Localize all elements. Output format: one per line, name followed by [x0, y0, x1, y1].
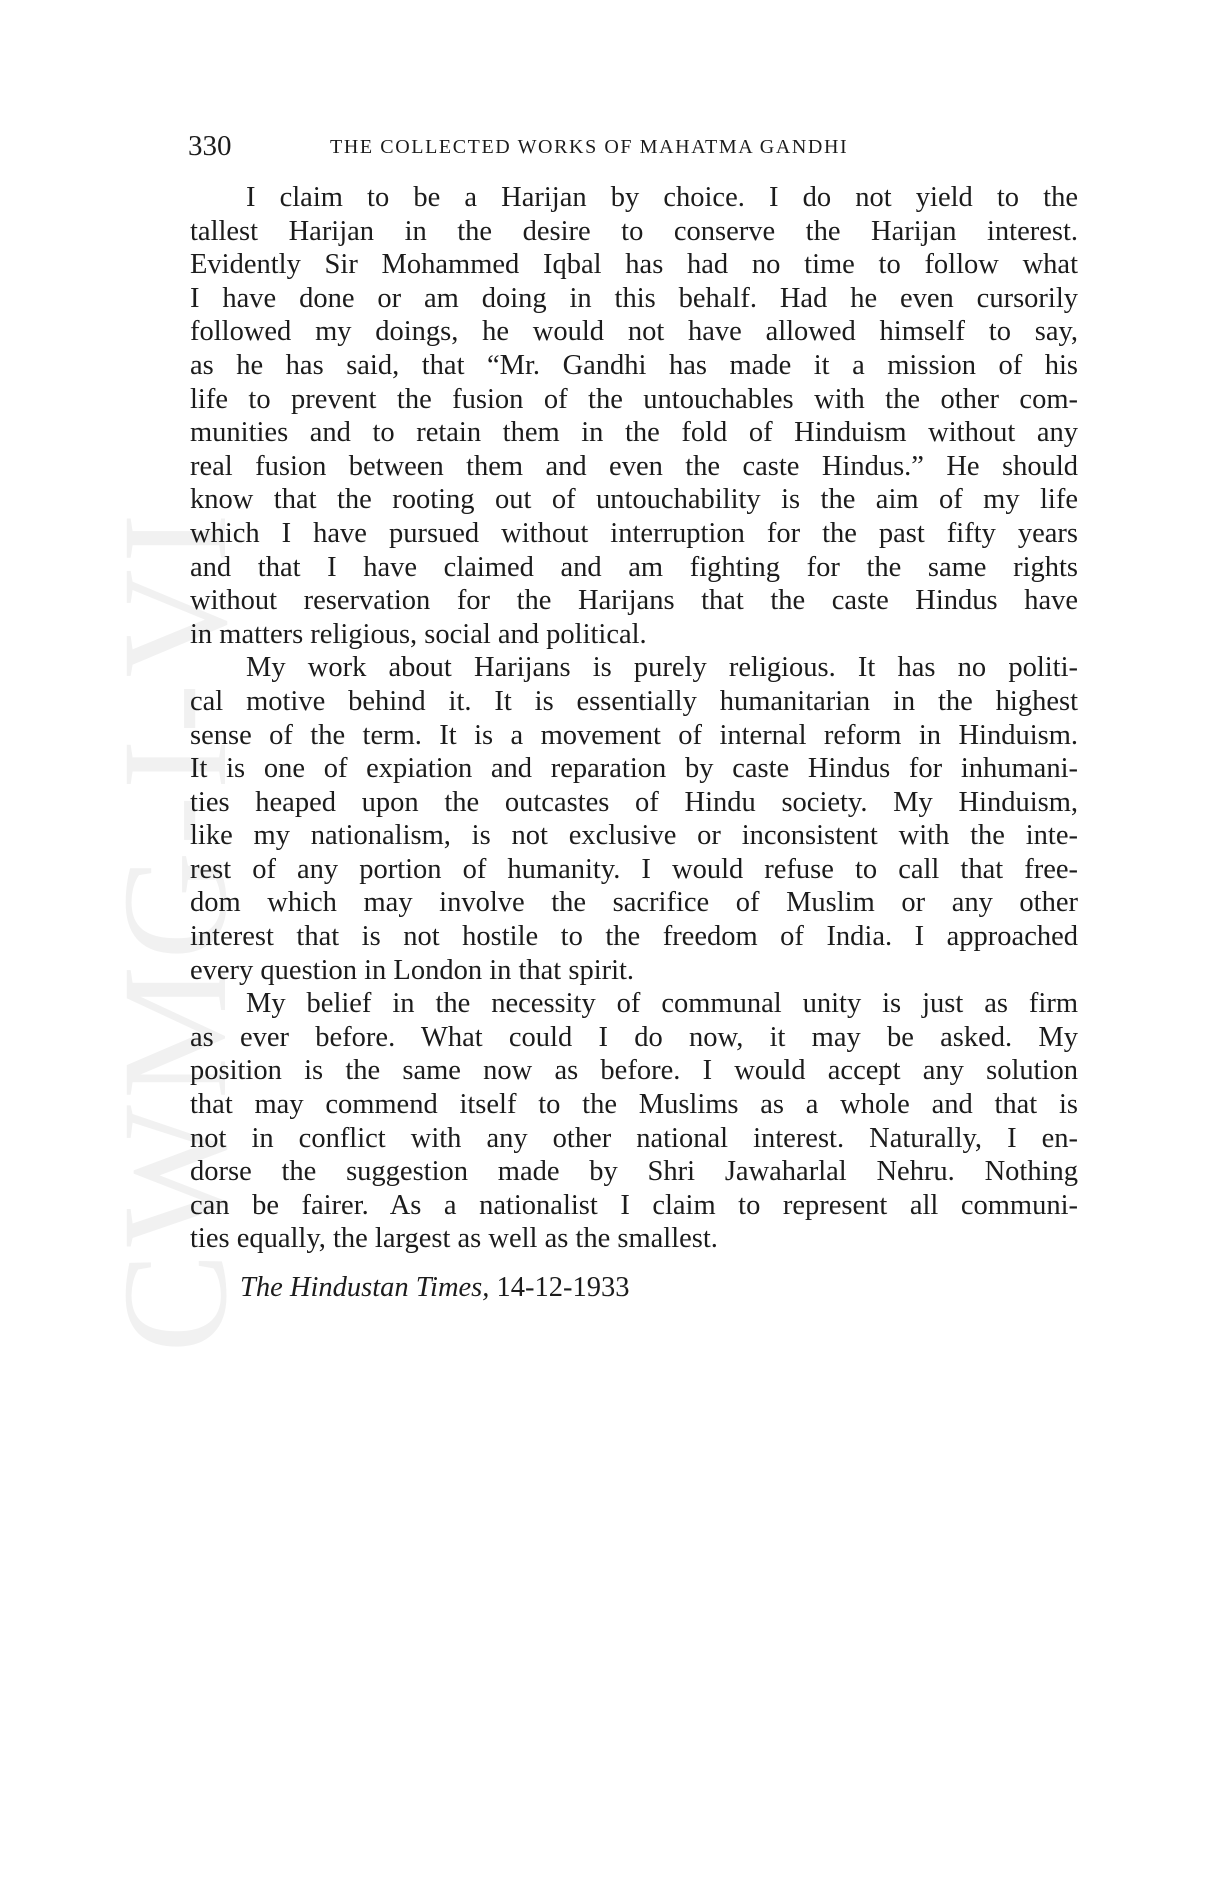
text-line: real fusion between them and even the caste Hindus.” He should	[190, 450, 1078, 482]
text-line: every question in London in that spirit.	[190, 954, 635, 986]
text-line: My belief in the necessity of communal unity is just as firm	[246, 988, 1078, 1020]
text-line: like my nationalism, is not exclusive or inconsistent with the inte-	[190, 820, 1078, 852]
text-line: in matters religious, social and political.	[190, 618, 647, 650]
text-line: tallest Harijan in the desire to conserve the Harijan interest.	[190, 215, 1078, 247]
text-line: not in conflict with any other national interest. Naturally, I en-	[190, 1122, 1078, 1154]
text-line: It is one of expiation and reparation by caste Hindus for inhumani-	[190, 753, 1078, 785]
text-line: I claim to be a Harijan by choice. I do not yield to the	[246, 182, 1078, 213]
text-line: life to prevent the fusion of the untouchables with the other com-	[190, 383, 1078, 415]
text-line: can be fairer. As a nationalist I claim to represent all communi-	[190, 1189, 1078, 1221]
text-line: dom which may involve the sacrifice of Muslim or any other	[190, 887, 1078, 919]
text-line: Evidently Sir Mohammed Iqbal has had no time to follow what	[190, 249, 1078, 281]
text-line: munities and to retain them in the fold of Hinduism without any	[190, 417, 1078, 449]
watermark-text: CWMG-I-VI	[92, 507, 258, 1353]
text-line: interest that is not hostile to the freedom of India. I approached	[190, 921, 1078, 953]
text-line: followed my doings, he would not have allowed himself to say,	[190, 316, 1078, 348]
text-line: that may commend itself to the Muslims as a whole and that is	[190, 1089, 1078, 1121]
text-line: without reservation for the Harijans that the caste Hindus have	[190, 585, 1078, 617]
text-line: position is the same now as before. I would accept any solution	[190, 1055, 1078, 1087]
text-line: and that I have claimed and am fighting for the same rights	[190, 551, 1078, 583]
text-line: ties equally, the largest as well as the smallest.	[190, 1223, 718, 1255]
text-line: cal motive behind it. It is essentially humanitarian in the highest	[190, 685, 1078, 717]
citation-date: 14-12-1933	[496, 1272, 630, 1303]
text-line: as ever before. What could I do now, it may be asked. My	[190, 1021, 1078, 1053]
text-line: know that the rooting out of untouchability is the aim of my life	[190, 484, 1078, 516]
source-citation	[240, 1270, 630, 1306]
text-line: I have done or am doing in this behalf. Had he even cursorily	[190, 282, 1078, 314]
text-line: sense of the term. It is a movement of internal reform in Hinduism.	[190, 719, 1078, 751]
text-line: ties heaped upon the outcastes of Hindu society. My Hinduism,	[190, 786, 1078, 818]
running-title: THE COLLECTED WORKS OF MAHATMA GANDHI	[330, 136, 849, 158]
text-line: dorse the suggestion made by Shri Jawaharlal Nehru. Nothing	[190, 1156, 1078, 1188]
text-line: My work about Harijans is purely religious. It has no politi-	[246, 652, 1078, 684]
page-number: 330	[188, 130, 232, 162]
text-line: rest of any portion of humanity. I would refuse to call that free-	[190, 853, 1078, 885]
text-line: as he has said, that “Mr. Gandhi has made it a mission of his	[190, 349, 1078, 381]
text-line: which I have pursued without interruption for the past fifty years	[190, 517, 1078, 549]
body-text	[190, 181, 1078, 1256]
citation-source: The Hindustan Times,	[240, 1272, 490, 1303]
page-header	[188, 128, 1078, 164]
